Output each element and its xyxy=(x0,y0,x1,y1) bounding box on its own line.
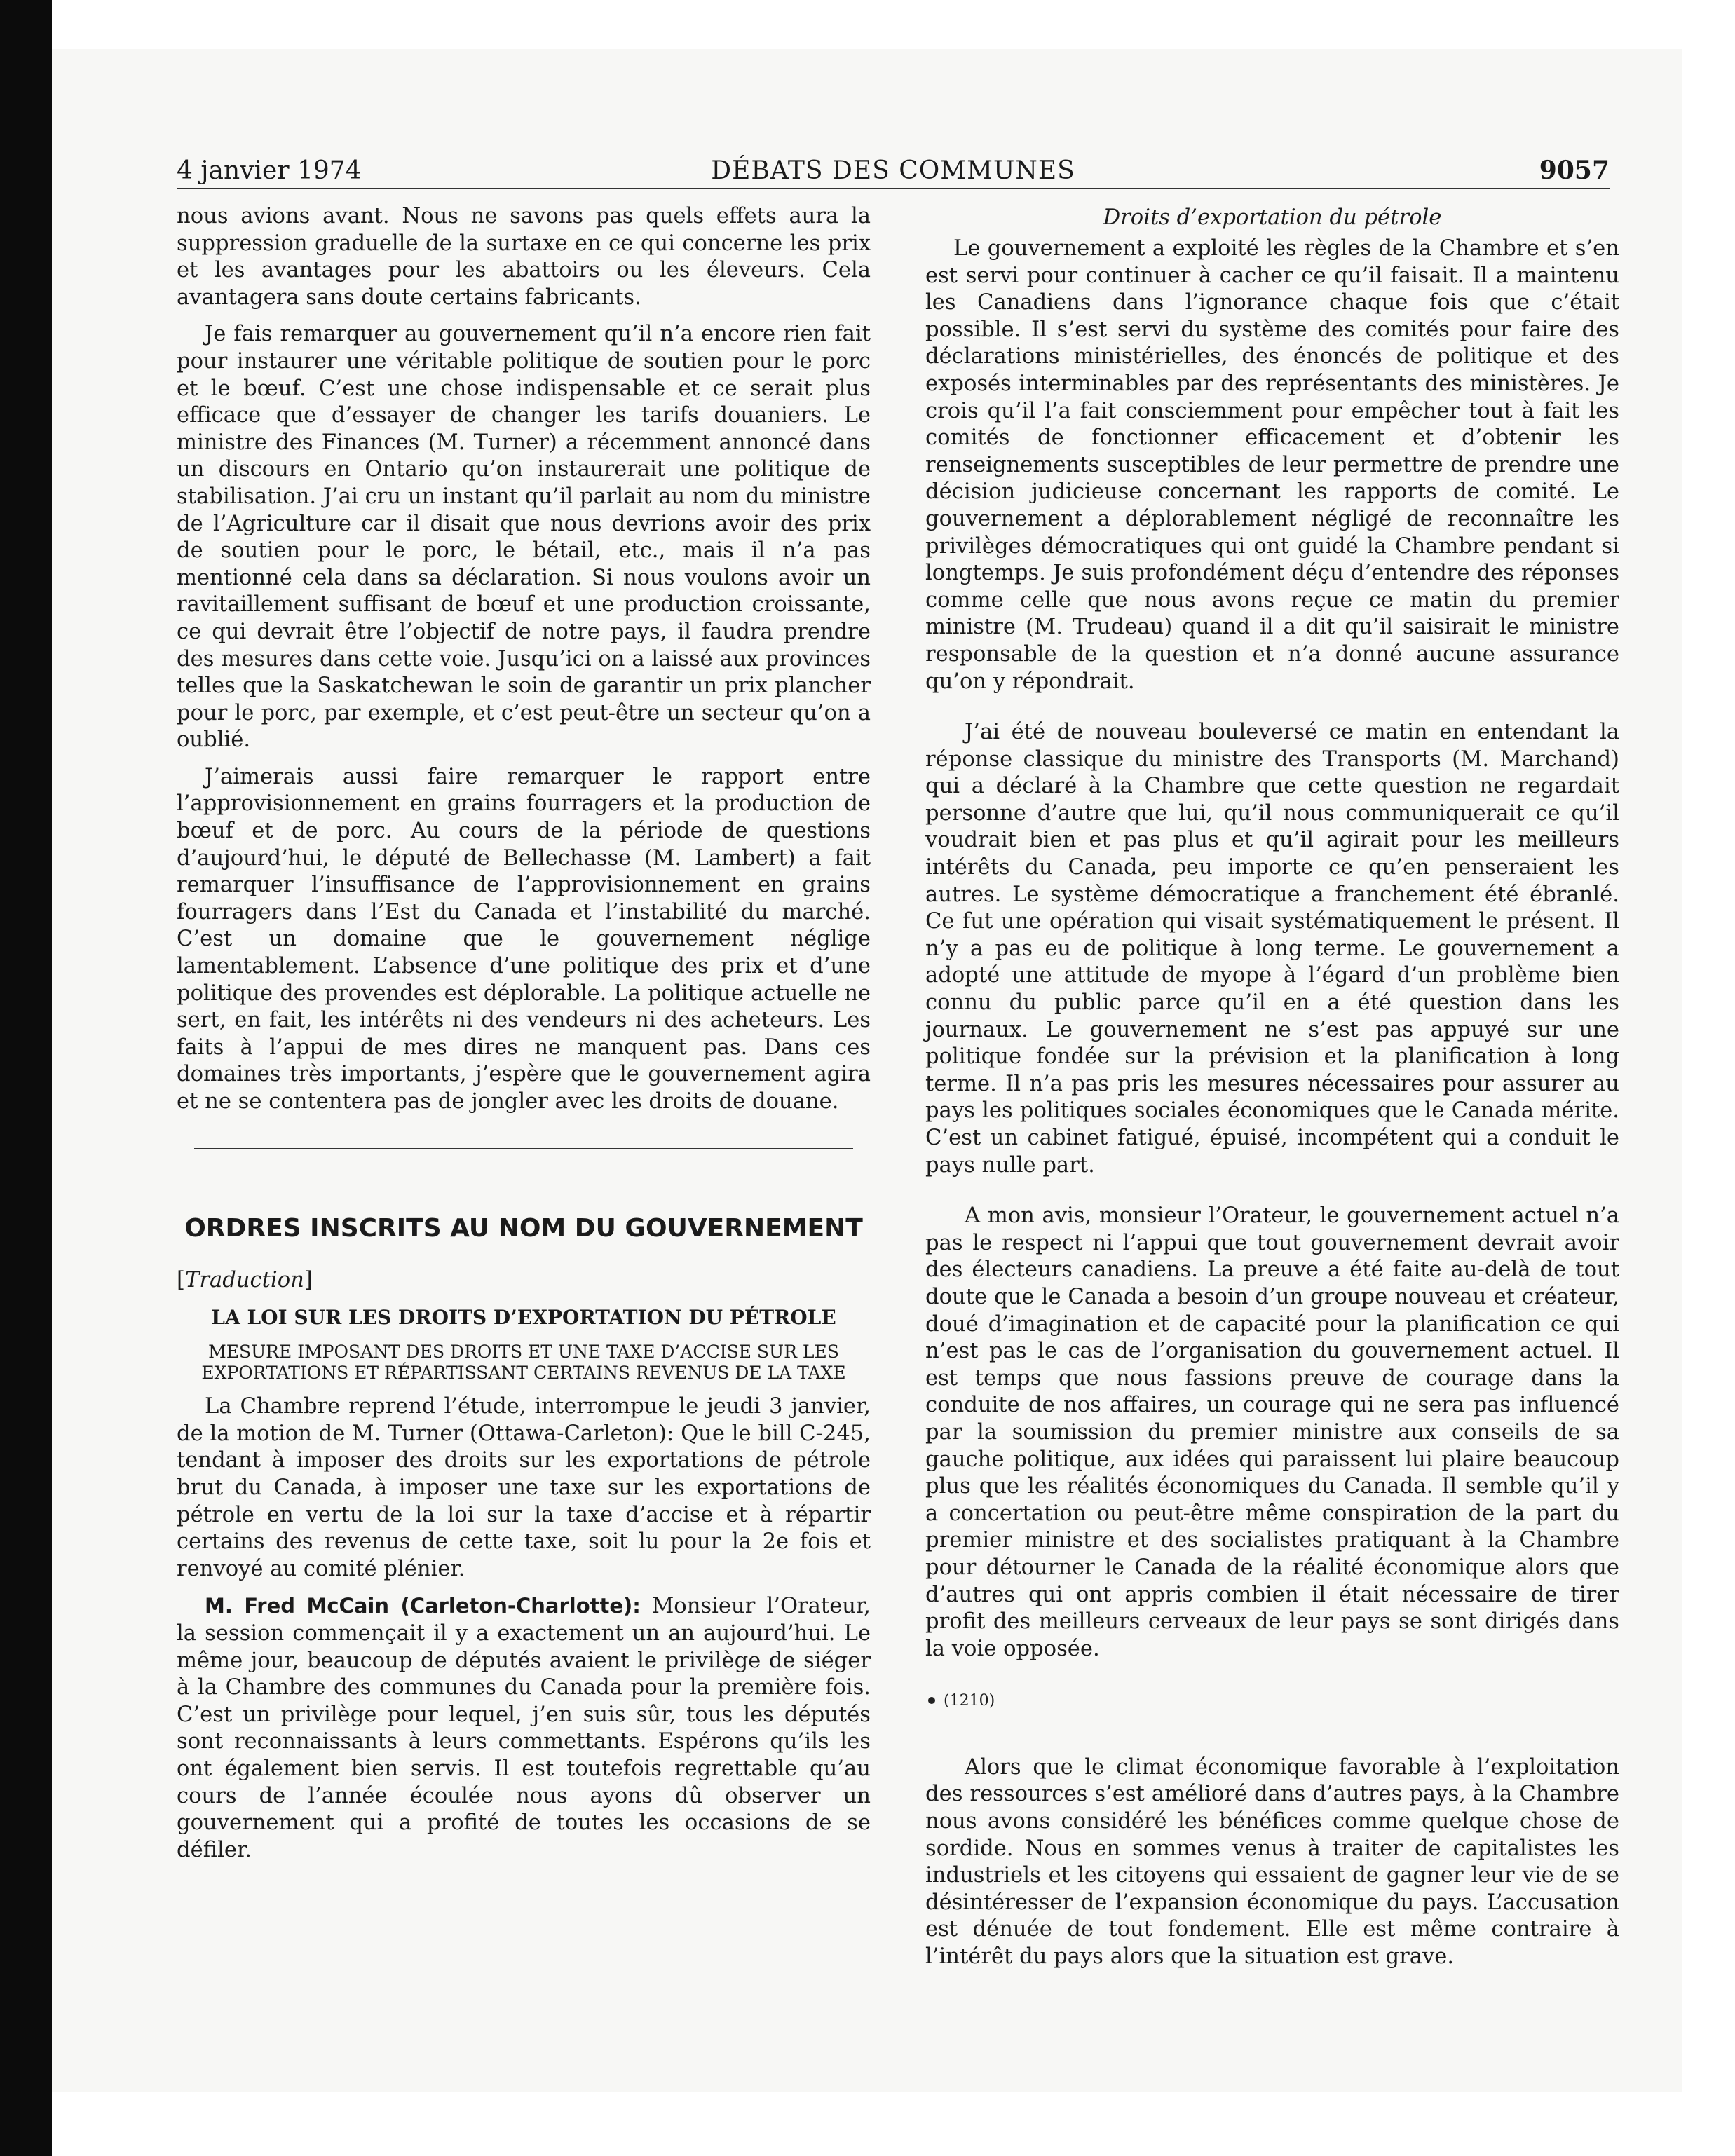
left-paragraph-3: J’aimerais aussi faire remarquer le rapport entre l’approvisionnement en grains fourragers et la production de bœuf et de porc. Au cours de la période de questions d’aujourd’hui, le député de Bellechasse (M. Lambert) a fait remarquer l’insuffisance de l’approvisionnement en grains fourragers dans l’Est du Canada et l’instabilité du marché. C’est un domaine que le gouvernement néglige lamentablement. L’absence d’une politique des prix et d’une politique des provendes est déplorable. La politique actuelle ne sert, en fait, les intérêts ni des vendeurs ni des acheteurs. Les faits à l’appui de mes dires ne manquent pas. Dans ces domaines très importants, j’espère que le gouvernement agira et ne se contentera pas de jongler avec les droits de douane. xyxy=(177,764,871,1114)
right-paragraph-3: A mon avis, monsieur l’Orateur, le gouvernement actuel n’a pas le respect ni l’appui que tout gouvernement devrait avoir des électeurs canadiens. La preuve a été faite au-delà de tout doute que le Canada a besoin d’un groupe nouveau et créateur, doué d’imagination et de capacité pour la planification ce qui n’est pas le cas de l’organisation du gouvernement actuel. Il est temps que nous fassions preuve de courage dans la conduite de nos affaires, un courage qui ne sera pas influencé par la soumission du premier ministre aux conseils de sa gauche politique, aux idées qui paraissent lui plaire beaucoup plus que les réalités économiques du Canada. Il semble qu’il y a concertation ou peut-être même conspiration de la part du premier ministre et des socialistes pratiquant à la Chambre pour détourner le Canada de la réalité économique alors que d’autres qui ont appris combien il était nécessaire de tirer profit des meilleurs cerveaux de leur pays se sont dirigés dans la voie opposée. xyxy=(925,1203,1619,1661)
left-paragraph-2: Je fais remarquer au gouvernement qu’il n’a encore rien fait pour instaurer une véritable politique de soutien pour le porc et le bœuf. C’est une chose indispensable et ce serait plus efficace que d’essayer de changer les tarifs douaniers. Le ministre des Finances (M. Turner) a récemment annoncé dans un discours en Ontario qu’on instaurerait une politique de stabilisation. J’ai cru un instant qu’il parlait au nom du ministre de l’Agriculture car il disait que nous devrions avoir des prix de soutien pour le porc, le bétail, etc., mais il n’a pas mentionné cela dans sa déclaration. Si nous voulons avoir un ravitaillement suffisant de bœuf et une production croissante, ce qui devrait être l’objectif de notre pays, il faudra prendre des mesures dans cette voie. Jusqu’ici on a laissé aux provinces telles que la Saskatchewan le soin de garantir un prix plancher pour le porc, par exemple, et c’est peut-être un secteur qu’on a oublié. xyxy=(177,322,871,753)
header-title: DÉBATS DES COMMUNES xyxy=(711,156,1075,185)
orders-heading: ORDRES INSCRITS AU NOM DU GOUVERNEMENT xyxy=(184,1213,863,1243)
time-marker xyxy=(925,1688,1619,1715)
left-column xyxy=(177,203,871,1874)
left-paragraph-1: nous avions avant. Nous ne savons pas quels effets aura la suppression graduelle de la surtaxe en ce qui concerne les prix et les avantages pour les abattoirs ou les éleveurs. Cela avantagera sans doute certains fabricants. xyxy=(177,204,871,310)
right-paragraph-1: Le gouvernement a exploité les règles de la Chambre et s’en est servi pour continuer à cacher ce qu’il faisait. Il a maintenu les Canadiens dans l’ignorance chaque fois que c’était possible. Il s’est servi du système des comités pour faire des déclarations ministérielles, des énoncés de politique et des exposés interminables par des représentants des ministères. Je crois qu’il l’a fait consciemment pour empêcher tout à fait les comités de fonctionner efficacement et d’obtenir les renseignements susceptibles de leur permettre de prendre une décision judicieuse concernant les rapports de comité. Le gouvernement a déplorablement négligé de reconnaître les privilèges démocratiques qui ont guidé la Chambre pendant si longtemps. Je suis profondément déçu d’entendre des réponses comme celle que nous avons reçue ce matin du premier ministre (M. Trudeau) quand il a dit qu’il saisirait le ministre responsable de la question et n’a donné aucune assurance qu’on y répondrait. xyxy=(925,236,1619,694)
right-paragraph-2: J’ai été de nouveau bouleversé ce matin en entendant la réponse classique du ministre des Transports (M. Marchand) qui a déclaré à la Chambre que cette question ne regardait personne d’autre que lui, qu’il nous communiquerait ce qu’il voudrait bien et pas plus et qu’il agirait pour les meilleurs intérêts du Canada, peu importe ce qu’en penseraient les autres. Le système démocratique a franchement été ébranlé. Ce fut une opération qui visait systématiquement le présent. Il n’y a pas eu de politique à long terme. Le gouvernement a adopté une attitude de myope à l’égard d’un problème bien connu du public parce qu’il en a été question dans les journaux. Le gouvernement ne s’est pas appuyé sur une politique fondée sur la prévision et la planification à long terme. Il n’a pas pris les mesures nécessaires pour assurer au pays les politiques sociales économiques que le Canada mérite. C’est un cabinet fatigué, épuisé, incompétent qui a conduit le pays nulle part. xyxy=(925,720,1619,1178)
left-paragraph-4: La Chambre reprend l’étude, interrompue le jeudi 3 janvier, de la motion de M. Turner (Ottawa-Carleton): Que le bill C-245, tendant à imposer des droits sur les exportations de pétrole brut du Canada, à imposer une taxe sur les exportations de pétrole en vertu de la loi sur la taxe d’accise et à répartir certains des revenus de cette taxe, soit lu pour la 2e fois et renvoyé au comité plénier. xyxy=(177,1394,871,1581)
section-divider xyxy=(194,1148,853,1149)
time-marker-text: (1210) xyxy=(944,1692,995,1710)
translation-note: [Traduction] xyxy=(177,1267,313,1292)
page-header xyxy=(177,151,1610,189)
speaker-name: M. Fred McCain (Carleton-Charlotte): xyxy=(205,1594,641,1618)
bullet-icon xyxy=(928,1697,935,1704)
speech-text: Monsieur l’Orateur, la session commençait il y a exactement un an aujourd’hui. Le même jour, beaucoup de députés avaient le privilège de siéger à la Chambre des communes du Canada pour la première fois. C’est un privilège pour lequel, j’en suis sûr, tous les députés sont reconnaissants à leurs commettants. Espérons qu’ils les ont également bien servis. Il est toutefois regrettable qu’au cours de l’année écoulée nous ayons dû observer un gouvernement qui a profité de toutes les occasions de se défiler. xyxy=(177,1594,871,1862)
header-date: 4 janvier 1974 xyxy=(177,156,362,185)
bill-subtitle: MESURE IMPOSANT DES DROITS ET UNE TAXE D’ACCISE SUR LES EXPORTATIONS ET RÉPARTISSANT CERTAINS REVENUS DE LA TAXE xyxy=(201,1342,846,1384)
translation-note-text: Traduction xyxy=(184,1267,304,1292)
bill-title: LA LOI SUR LES DROITS D’EXPORTATION DU PÉTROLE xyxy=(211,1306,836,1330)
header-page-number: 9057 xyxy=(1539,156,1610,185)
right-paragraph-4: Alors que le climat économique favorable à l’exploitation des ressources s’est amélioré dans d’autres pays, à la Chambre nous avons considéré les bénéfices comme quelque chose de sordide. Nous en sommes venus à traiter de capitalistes les industriels et les citoyens qui essaient de gagner leur vie de se désintéresser de l’expansion économique du pays. L’accusation est dénuée de tout fondement. Elle est même contraire à l’intérêt du pays alors que la situation est grave. xyxy=(925,1754,1619,1970)
running-head: Droits d’exportation du pétrole xyxy=(1103,205,1442,230)
scan-margin xyxy=(0,0,52,2156)
left-paragraph-5 xyxy=(177,1592,871,1864)
right-column xyxy=(925,203,1619,1981)
